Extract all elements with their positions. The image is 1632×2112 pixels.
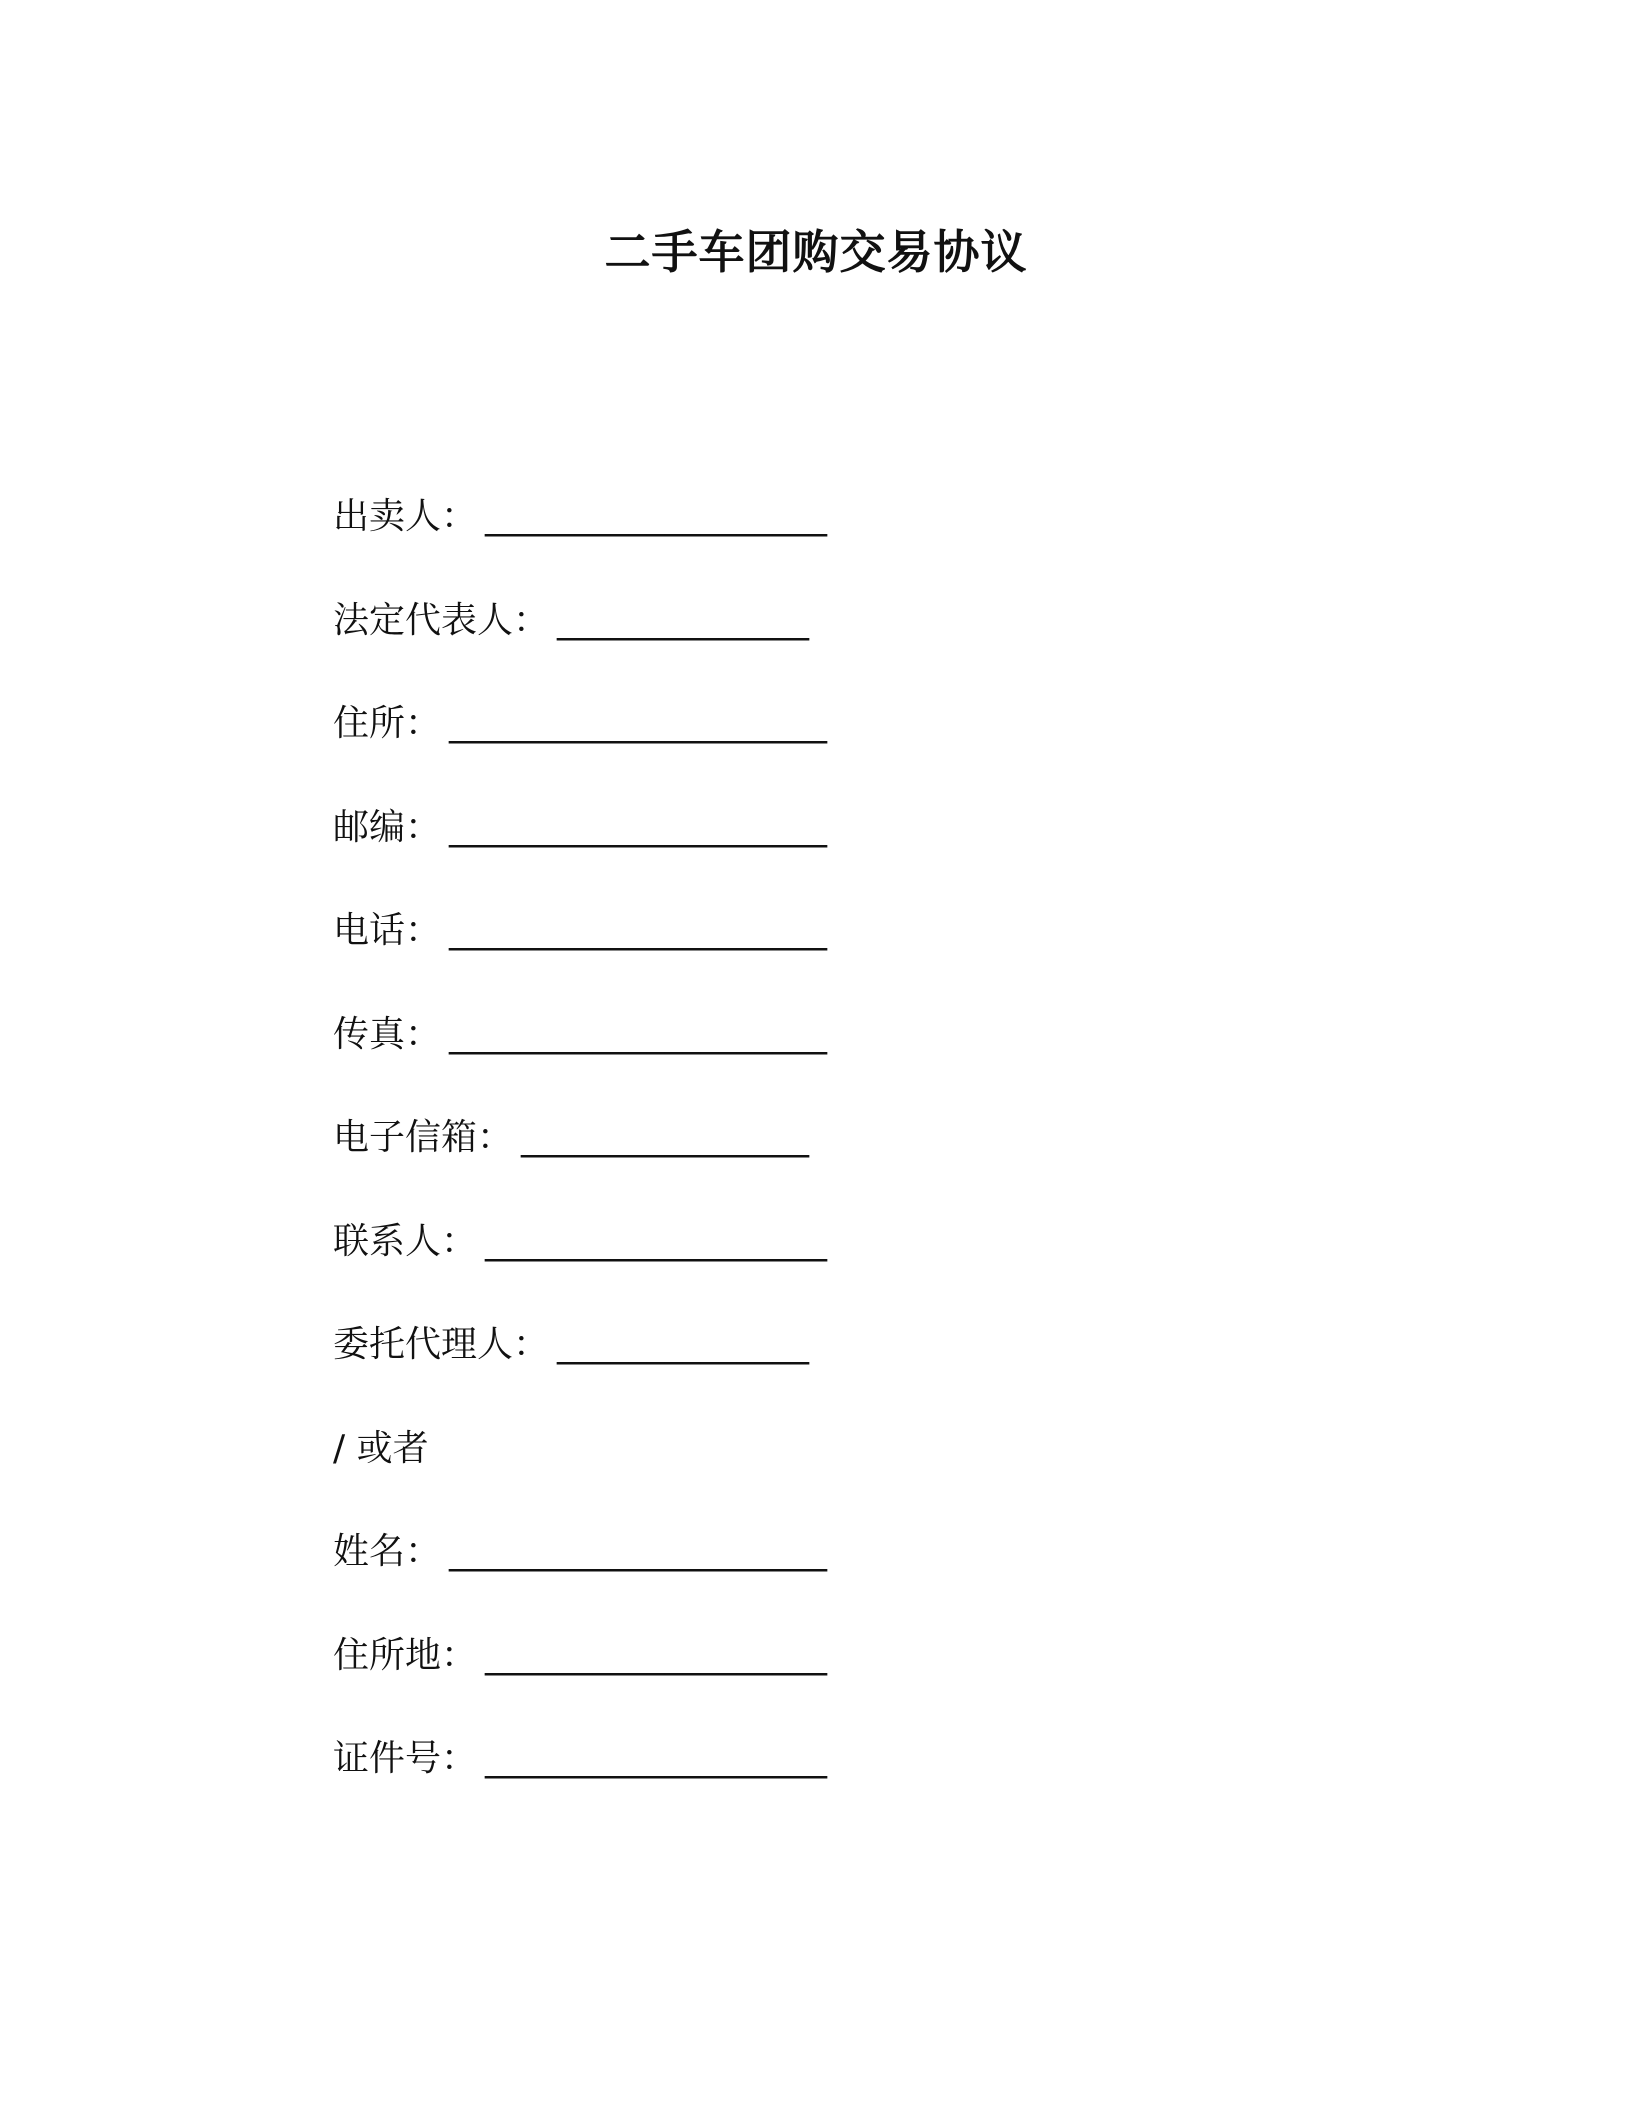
fill-in-blank[interactable]: ______________ — [557, 1324, 810, 1365]
party-info-fields — [333, 492, 1233, 1838]
or-separator-text: / 或者 — [333, 1427, 429, 1469]
field-label: 证件号： — [333, 1738, 478, 1779]
field-fax — [333, 1010, 1233, 1114]
field-label: 委托代理人： — [333, 1324, 550, 1365]
field-name — [333, 1527, 1233, 1631]
fill-in-blank[interactable]: _____________________ — [449, 1531, 828, 1572]
document-title: 二手车团购交易协议 — [604, 225, 1028, 279]
fill-in-blank[interactable]: _____________________ — [449, 1013, 828, 1055]
field-label: 法定代表人： — [333, 599, 550, 641]
field-label: 住所地： — [333, 1634, 478, 1676]
field-phone — [333, 906, 1233, 1010]
fill-in-blank[interactable]: ___________________ — [485, 496, 828, 537]
field-label: 电子信箱： — [333, 1117, 514, 1158]
field-label: 邮编： — [333, 806, 442, 848]
field-label: 住所： — [333, 703, 442, 744]
field-or-separator — [333, 1424, 1233, 1528]
fill-in-blank[interactable]: ______________ — [557, 599, 810, 641]
field-residence — [333, 699, 1233, 803]
fill-in-blank[interactable]: _____________________ — [449, 910, 828, 951]
fill-in-blank[interactable]: _____________________ — [449, 703, 828, 744]
fill-in-blank[interactable]: ___________________ — [485, 1634, 828, 1676]
field-label: 联系人： — [333, 1220, 478, 1262]
field-domicile — [333, 1631, 1233, 1735]
field-label: 姓名： — [333, 1531, 442, 1572]
fill-in-blank[interactable]: ___________________ — [485, 1738, 828, 1779]
fill-in-blank[interactable]: ___________________ — [485, 1220, 828, 1262]
field-label: 传真： — [333, 1013, 442, 1055]
field-label: 电话： — [333, 910, 442, 951]
field-authorized-agent — [333, 1320, 1233, 1424]
field-seller — [333, 492, 1233, 596]
field-postcode — [333, 803, 1233, 907]
field-contact-person — [333, 1217, 1233, 1321]
field-email — [333, 1113, 1233, 1217]
fill-in-blank[interactable]: ________________ — [521, 1117, 810, 1158]
field-label: 出卖人： — [333, 496, 478, 537]
field-id-number — [333, 1734, 1233, 1838]
fill-in-blank[interactable]: _____________________ — [449, 806, 828, 848]
field-legal-representative — [333, 596, 1233, 700]
